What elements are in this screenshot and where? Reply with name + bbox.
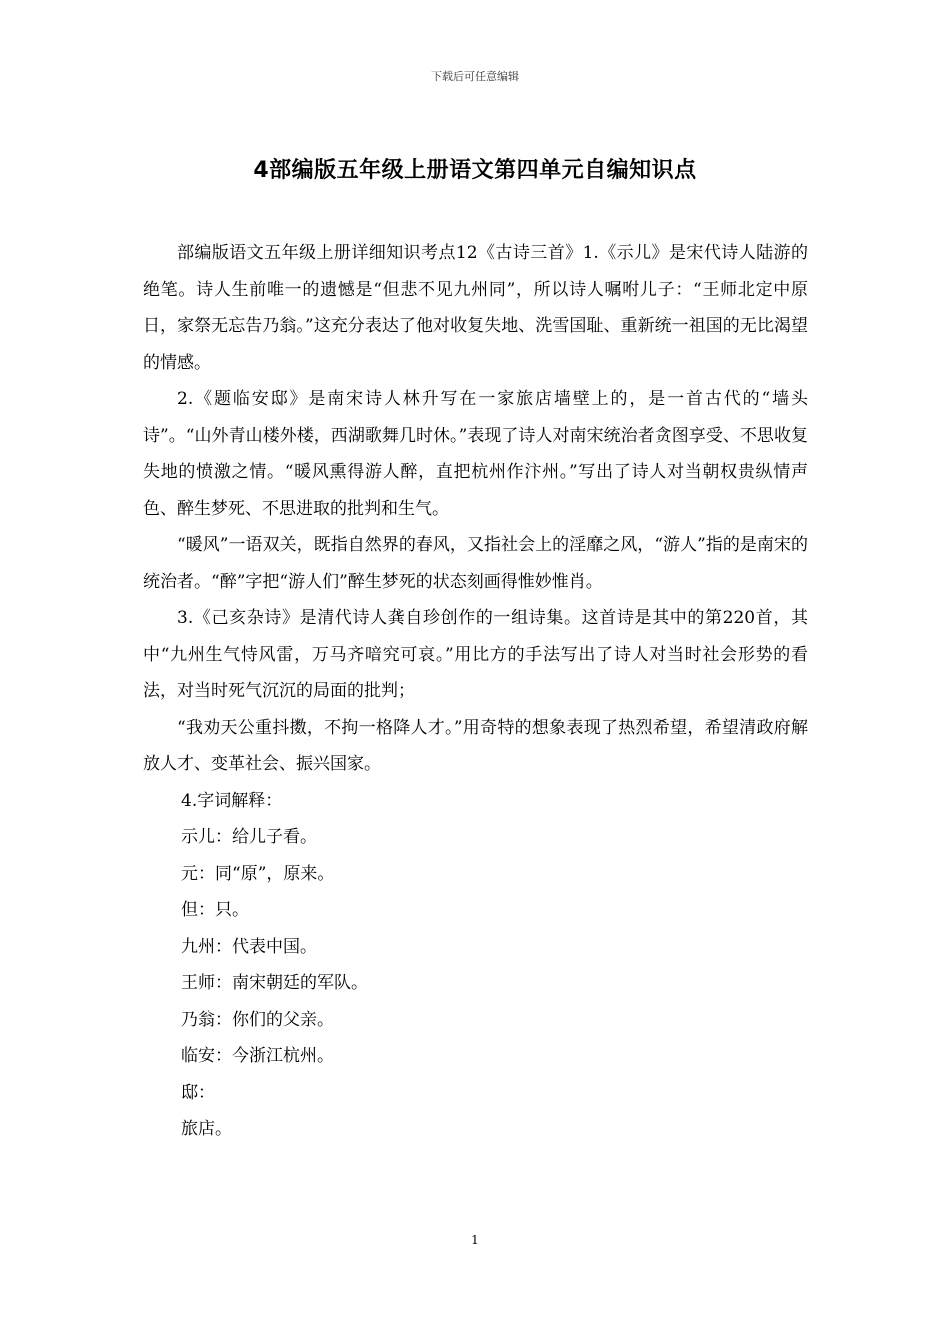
- definition-item: 王师：南宋朝廷的军队。: [181, 973, 368, 993]
- paragraph-ti-linan-di: 2.《题临安邸》是南宋诗人林升写在一家旅店墙壁上的，是一首古代的“墙头诗”。“山外青山楼外楼，西湖歌舞几时休。”表现了诗人对南宋统治者贪图享受、不思收复失地的愤激之情。“暖风熏得游人醉，直把杭州作汴州。”写出了诗人对当朝权贵纵情声色、醉生梦死、不思进取的批判和生气。: [143, 389, 808, 519]
- paragraph-shier: 部编版语文五年级上册详细知识考点12《古诗三首》1.《示儿》是宋代诗人陆游的绝笔。诗人生前唯一的遗憾是“但悲不见九州同”，所以诗人嘱咐儿子：“王师北定中原日，家祭无忘告乃翁。”这充分表达了他对收复失地、洗雪国耻、重新统一祖国的无比渴望的情感。: [143, 243, 808, 373]
- definition-item: 但：只。: [181, 900, 249, 920]
- paragraph-jihai-zashi: 3.《己亥杂诗》是清代诗人龚自珍创作的一组诗集。这首诗是其中的第220首，其中“九州生气恃风雷，万马齐喑究可哀。”用比方的手法写出了诗人对当时社会形势的看法，对当时死气沉沉的局面的批判；: [143, 608, 808, 701]
- paragraph-nuanfeng: “暖风”一语双关，既指自然界的春风，又指社会上的淫靡之风，“游人”指的是南宋的统治者。“醉”字把“游人们”醉生梦死的状态刻画得惟妙惟肖。: [143, 535, 808, 592]
- document-title: 4部编版五年级上册语文第四单元自编知识点: [253, 158, 697, 183]
- definition-item: 旅店。: [181, 1119, 232, 1139]
- definition-item: 邸：: [181, 1082, 215, 1103]
- definition-item: 元：同“原”，原来。: [181, 863, 335, 884]
- definition-item: 乃翁：你们的父亲。: [181, 1009, 334, 1030]
- paragraph-wo-quan-tiangong: “我劝天公重抖擞，不拘一格降人才。”用奇特的想象表现了热烈希望，希望清政府解放人才、变革社会、振兴国家。: [143, 717, 808, 774]
- definition-item: 临安：今浙江杭州。: [181, 1046, 334, 1066]
- definition-item: 示儿：给儿子看。: [181, 827, 317, 847]
- page-header: 下载后可任意编辑: [431, 70, 519, 83]
- page-number: 1: [471, 1233, 479, 1247]
- definition-item: 九州：代表中国。: [181, 936, 317, 957]
- document-body: [143, 235, 808, 1148]
- definitions-heading: 4.字词解释：: [181, 790, 283, 811]
